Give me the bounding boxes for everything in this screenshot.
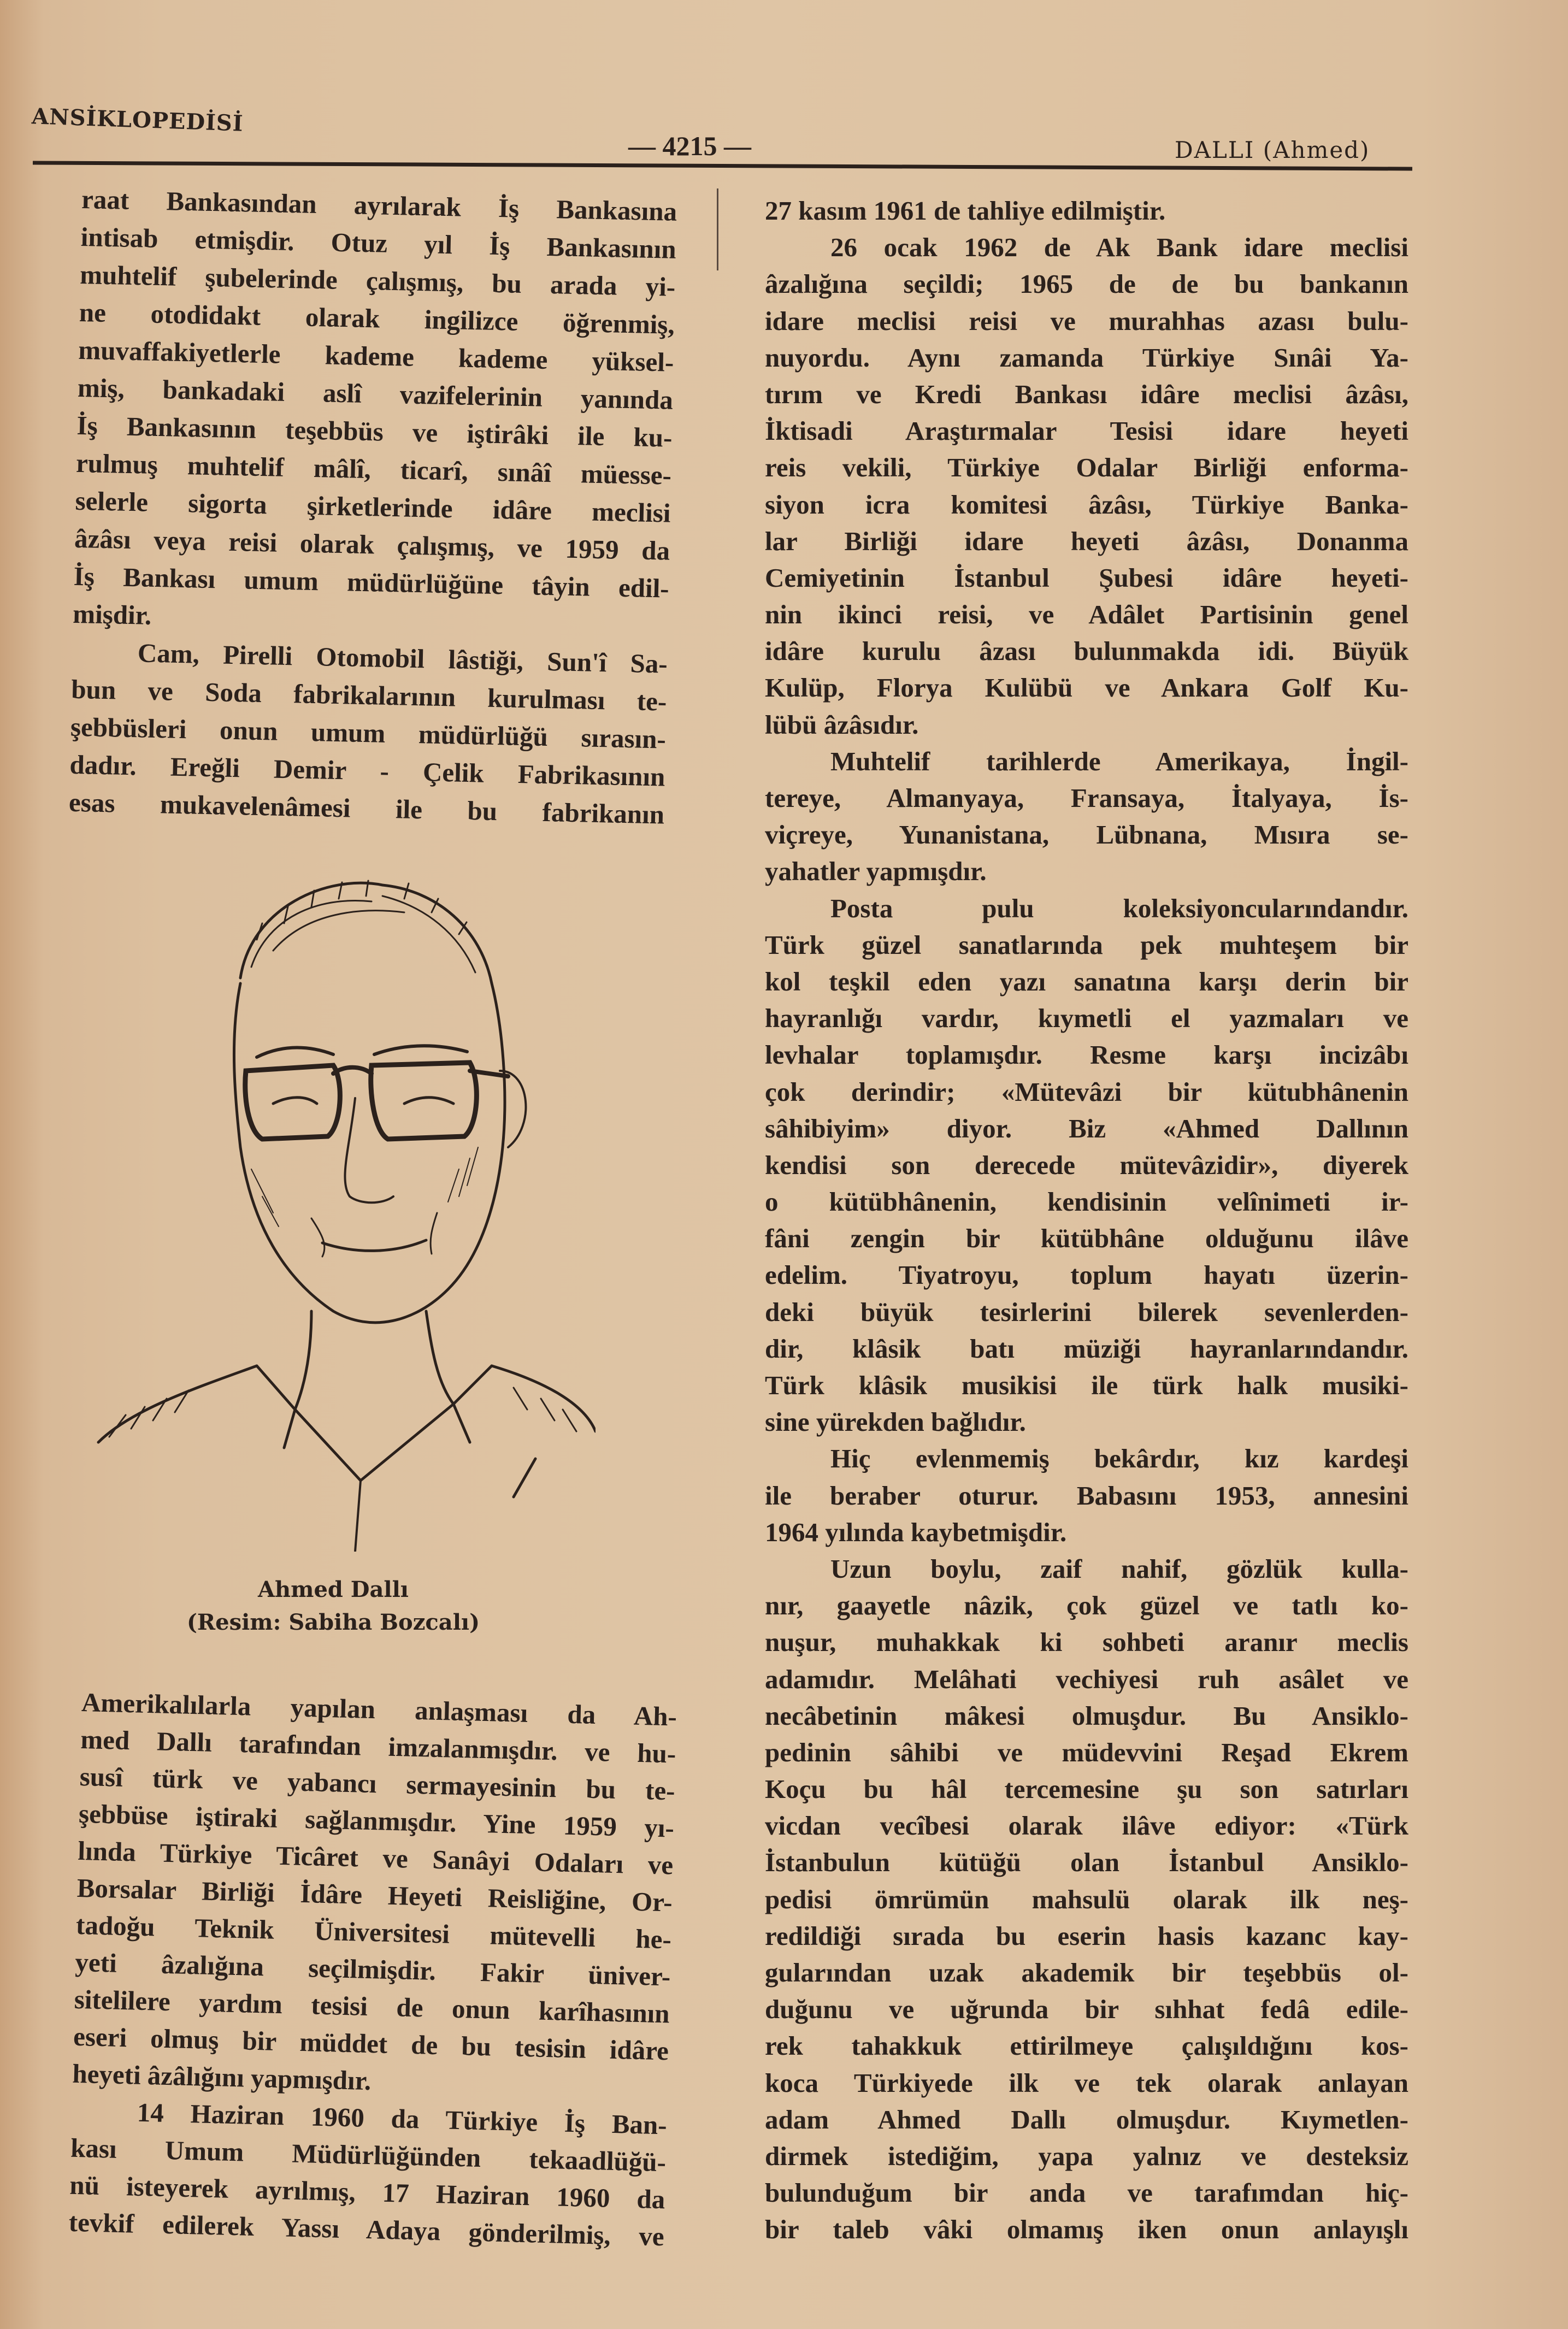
text-line: nuşur, muhakkak ki sohbeti aranır meclis bbox=[765, 1627, 1408, 1658]
text-line: sine yürekden bağlıdır. bbox=[765, 1407, 1026, 1437]
text-line: Hiç evlenmemiş bekârdır, kız kardeşi bbox=[830, 1443, 1408, 1474]
text-line: kası Umum Müdürlüğünden tekaadlüğü- bbox=[70, 2132, 667, 2178]
text-line: İstanbulun kütüğü olan İstanbul Ansiklo- bbox=[765, 1847, 1408, 1878]
text-line: Borsalar Birliği İdâre Heyeti Reisliğine, Or- bbox=[76, 1872, 673, 1918]
text-line: rulmuş muhtelif mâlî, ticarî, sınâî müesse- bbox=[75, 447, 672, 491]
text-line: nin ikinci reisi, ve Adâlet Partisinin genel bbox=[765, 599, 1408, 630]
text-line: lübü âzâsıdır. bbox=[765, 709, 919, 740]
text-line: Kulüp, Florya Kulübü ve Ankara Golf Ku- bbox=[765, 673, 1408, 703]
text-line: heyeti âzâlığını yapmışdır. bbox=[72, 2058, 372, 2096]
caption-credit: (Resim: Sabiha Bozcalı) bbox=[186, 1609, 480, 1635]
text-line: ile beraber oturur. Babasını 1953, annesini bbox=[765, 1480, 1408, 1511]
text-line: eseri olmuş bir müddet de bu tesisin idâre bbox=[73, 2021, 669, 2066]
text-line: âzâsı veya reisi olarak çalışmış, ve 1959 da bbox=[74, 523, 670, 566]
text-line: Posta pulu koleksiyoncularındandır. bbox=[830, 893, 1408, 923]
text-line: dirmek istediğim, yapa yalnız ve desteksiz bbox=[765, 2141, 1408, 2171]
text-line: pedinin sâhibi ve müdevvini Reşad Ekrem bbox=[765, 1737, 1408, 1767]
paragraph bbox=[72, 1684, 677, 2107]
text-line: şebbüse iştiraki sağlanmışdır. Yine 1959 yı- bbox=[78, 1798, 675, 1843]
left-column-bottom-text bbox=[68, 1684, 677, 2255]
text-line: İş Bankası umum müdürlüğüne tâyin edil- bbox=[73, 561, 670, 604]
text-line: fâni zengin bir kütübhâne olduğunu ilâve bbox=[765, 1223, 1408, 1254]
text-line: nü isteyerek ayrılmış, 17 Haziran 1960 da bbox=[69, 2169, 665, 2215]
encyclopedia-running-title: ANSİKLOPEDİSİ bbox=[31, 103, 244, 137]
paragraph bbox=[765, 1550, 1408, 2248]
text-line: İş Bankasının teşebbüs ve iştirâki ile ku- bbox=[76, 410, 673, 453]
text-line: intisab etmişdir. Otuz yıl İş Bankasının bbox=[80, 221, 677, 264]
caption-name: Ahmed Dallı bbox=[258, 1577, 409, 1602]
paragraph bbox=[765, 890, 1408, 1441]
text-line: adamıdır. Melâhati vechiyesi ruh asâlet ve bbox=[765, 1664, 1408, 1694]
right-column-text bbox=[765, 192, 1408, 2248]
text-line: mişdir. bbox=[72, 598, 152, 630]
text-line: dir, klâsik batı müziği hayranlarındandır. bbox=[765, 1333, 1408, 1364]
text-line: rek tahakkuk ettirilmeye çalışıldığını kos- bbox=[765, 2031, 1408, 2061]
text-line: bun ve Soda fabrikalarının kurulması te- bbox=[70, 674, 667, 717]
paragraph bbox=[765, 1440, 1408, 1550]
paragraph bbox=[765, 192, 1408, 229]
left-column-top-text bbox=[68, 180, 677, 834]
text-line: bulunduğum bir anda ve tarafımdan hiç- bbox=[765, 2178, 1408, 2208]
text-line: kendisi son derecede mütevâzidir», diyerek bbox=[765, 1149, 1408, 1180]
text-line: miş, bankadaki aslî vazifelerinin yanında bbox=[77, 372, 674, 415]
text-line: yahatler yapmışdır. bbox=[765, 856, 987, 887]
text-line: viçreye, Yunanistana, Lübnana, Mısıra se- bbox=[765, 819, 1408, 850]
text-line: ne otodidakt olarak ingilizce öğrenmiş, bbox=[79, 297, 675, 340]
text-line: muhtelif şubelerinde çalışmış, bu arada yi- bbox=[79, 259, 676, 302]
text-line: pedisi ömrümün mahsulü olarak ilk neş- bbox=[765, 1884, 1408, 1914]
text-line: dadır. Ereğli Demir - Çelik Fabrikasının bbox=[69, 749, 665, 792]
text-line: bir taleb vâki olmamış iken onun anlayışlı bbox=[765, 2214, 1408, 2245]
entry-running-head: DALLI (Ahmed) bbox=[1175, 137, 1370, 163]
text-line: 27 kasım 1961 de tahliye edilmiştir. bbox=[765, 196, 1166, 226]
text-line: nuyordu. Aynı zamanda Türkiye Sınâi Ya- bbox=[765, 342, 1408, 373]
text-line: Cam, Pirelli Otomobil lâstiği, Sun'î Sa- bbox=[137, 638, 668, 679]
text-line: şebbüsleri onun umum müdürlüğü sırasın- bbox=[70, 711, 667, 754]
text-line: 1964 yılında kaybetmişdir. bbox=[765, 1517, 1067, 1547]
portrait-sketch bbox=[76, 841, 596, 1552]
text-line: kol teşkil eden yazı sanatına karşı derin bir bbox=[765, 966, 1408, 997]
text-line: İktisadi Araştırmalar Tesisi idare heyeti bbox=[765, 416, 1408, 446]
text-line: Cemiyetinin İstanbul Şubesi idâre heyeti- bbox=[765, 562, 1408, 593]
text-line: necâbetinin mâkesi olmuşdur. Bu Ansiklo- bbox=[765, 1700, 1408, 1731]
text-line: raat Bankasından ayrılarak İş Bankasına bbox=[81, 184, 677, 227]
text-line: sâhibiyim» diyor. Biz «Ahmed Dallının bbox=[765, 1113, 1408, 1143]
text-line: redildiği sırada bu eserin hasis kazanc kay- bbox=[765, 1920, 1408, 1951]
text-line: idare meclisi reisi ve murahhas azası bulu- bbox=[765, 305, 1408, 336]
text-line: muvaffakiyetlerle kademe kademe yüksel- bbox=[78, 334, 674, 378]
text-line: gularından uzak akademik bir teşebbüs ol- bbox=[765, 1957, 1408, 1988]
text-line: vicdan vecîbesi olarak ilâve ediyor: «Türk bbox=[765, 1811, 1408, 1841]
text-line: adam Ahmed Dallı olmuşdur. Kıymetlen- bbox=[765, 2104, 1408, 2135]
text-line: tevkif edilerek Yassı Adaya gönderilmiş, ve bbox=[68, 2207, 665, 2252]
text-line: yeti âzalığına seçilmişdir. Fakir üniver- bbox=[74, 1947, 671, 1992]
paragraph bbox=[68, 2092, 667, 2256]
paragraph bbox=[765, 743, 1408, 890]
text-line: med Dallı tarafından imzalanmışdır. ve hu- bbox=[80, 1724, 676, 1769]
text-line: 26 ocak 1962 de Ak Bank idare meclisi bbox=[830, 232, 1408, 263]
text-line: Uzun boylu, zaif nahif, gözlük kulla- bbox=[830, 1553, 1408, 1584]
text-line: çok derindir; «Mütevâzi bir kütubhânenin bbox=[765, 1076, 1408, 1107]
text-line: reis vekili, Türkiye Odalar Birliği enforma- bbox=[765, 452, 1408, 483]
text-line: edelim. Tiyatroyu, toplum hayatı üzerin- bbox=[765, 1260, 1408, 1290]
text-line: Türk klâsik musikisi ile türk halk musiki- bbox=[765, 1370, 1408, 1400]
portrait-caption bbox=[137, 1573, 530, 1639]
text-line: Muhtelif tarihlerde Amerikaya, İngil- bbox=[830, 746, 1408, 776]
text-line: siyon icra komitesi âzâsı, Türkiye Banka- bbox=[765, 489, 1408, 520]
text-line: Türk güzel sanatlarında pek muhteşem bir bbox=[765, 929, 1408, 960]
text-line: susî türk ve yabancı sermayesinin bu te- bbox=[79, 1761, 676, 1806]
text-line: tadoğu Teknik Üniversitesi mütevelli he- bbox=[75, 1909, 672, 1955]
text-line: levhalar toplamışdır. Resme karşı incizâbı bbox=[765, 1040, 1408, 1070]
text-line: tırım ve Kredi Bankası idâre meclisi âzâsı, bbox=[765, 379, 1408, 409]
text-line: deki büyük tesirlerini bilerek sevenlerden- bbox=[765, 1296, 1408, 1327]
text-line: idâre kurulu âzası bulunmakda idi. Büyük bbox=[765, 636, 1408, 667]
text-line: nır, gaayetle nâzik, çok güzel ve tatlı ko- bbox=[765, 1590, 1408, 1621]
text-line: sitelilere yardım tesisi de onun karîhasının bbox=[74, 1984, 670, 2029]
text-line: Koçu bu hâl tercemesine şu son satırları bbox=[765, 1774, 1408, 1805]
text-line: esas mukavelenâmesi ile bu fabrikanın bbox=[68, 787, 665, 830]
text-line: lında Türkiye Ticâret ve Sanâyi Odaları ve bbox=[77, 1835, 674, 1880]
paragraph bbox=[765, 229, 1408, 743]
text-line: hayranlığı vardır, kıymetli el yazmaları ve bbox=[765, 1003, 1408, 1034]
text-line: duğunu ve uğrunda bir sıhhat fedâ edile- bbox=[765, 1994, 1408, 2025]
text-line: 14 Haziran 1960 da Türkiye İş Ban- bbox=[137, 2097, 668, 2141]
page-number: — 4215 — bbox=[628, 131, 751, 161]
text-line: âzalığına seçildi; 1965 de de bu bankanın bbox=[765, 269, 1408, 299]
text-line: Amerikalılarla yapılan anlaşması da Ah- bbox=[81, 1687, 677, 1732]
text-line: lar Birliği idare heyeti âzâsı, Donanma bbox=[765, 526, 1408, 556]
text-line: selerle sigorta şirketlerinde idâre meclisi bbox=[75, 485, 671, 528]
text-line: tereye, Almanyaya, Fransaya, İtalyaya, İs- bbox=[765, 783, 1408, 813]
column-separator bbox=[717, 188, 718, 270]
paragraph bbox=[68, 633, 668, 834]
text-line: koca Türkiyede ilk ve tek olarak anlayan bbox=[765, 2067, 1408, 2098]
paragraph bbox=[73, 180, 677, 645]
text-line: o kütübhânenin, kendisinin velînimeti ir- bbox=[765, 1187, 1408, 1217]
